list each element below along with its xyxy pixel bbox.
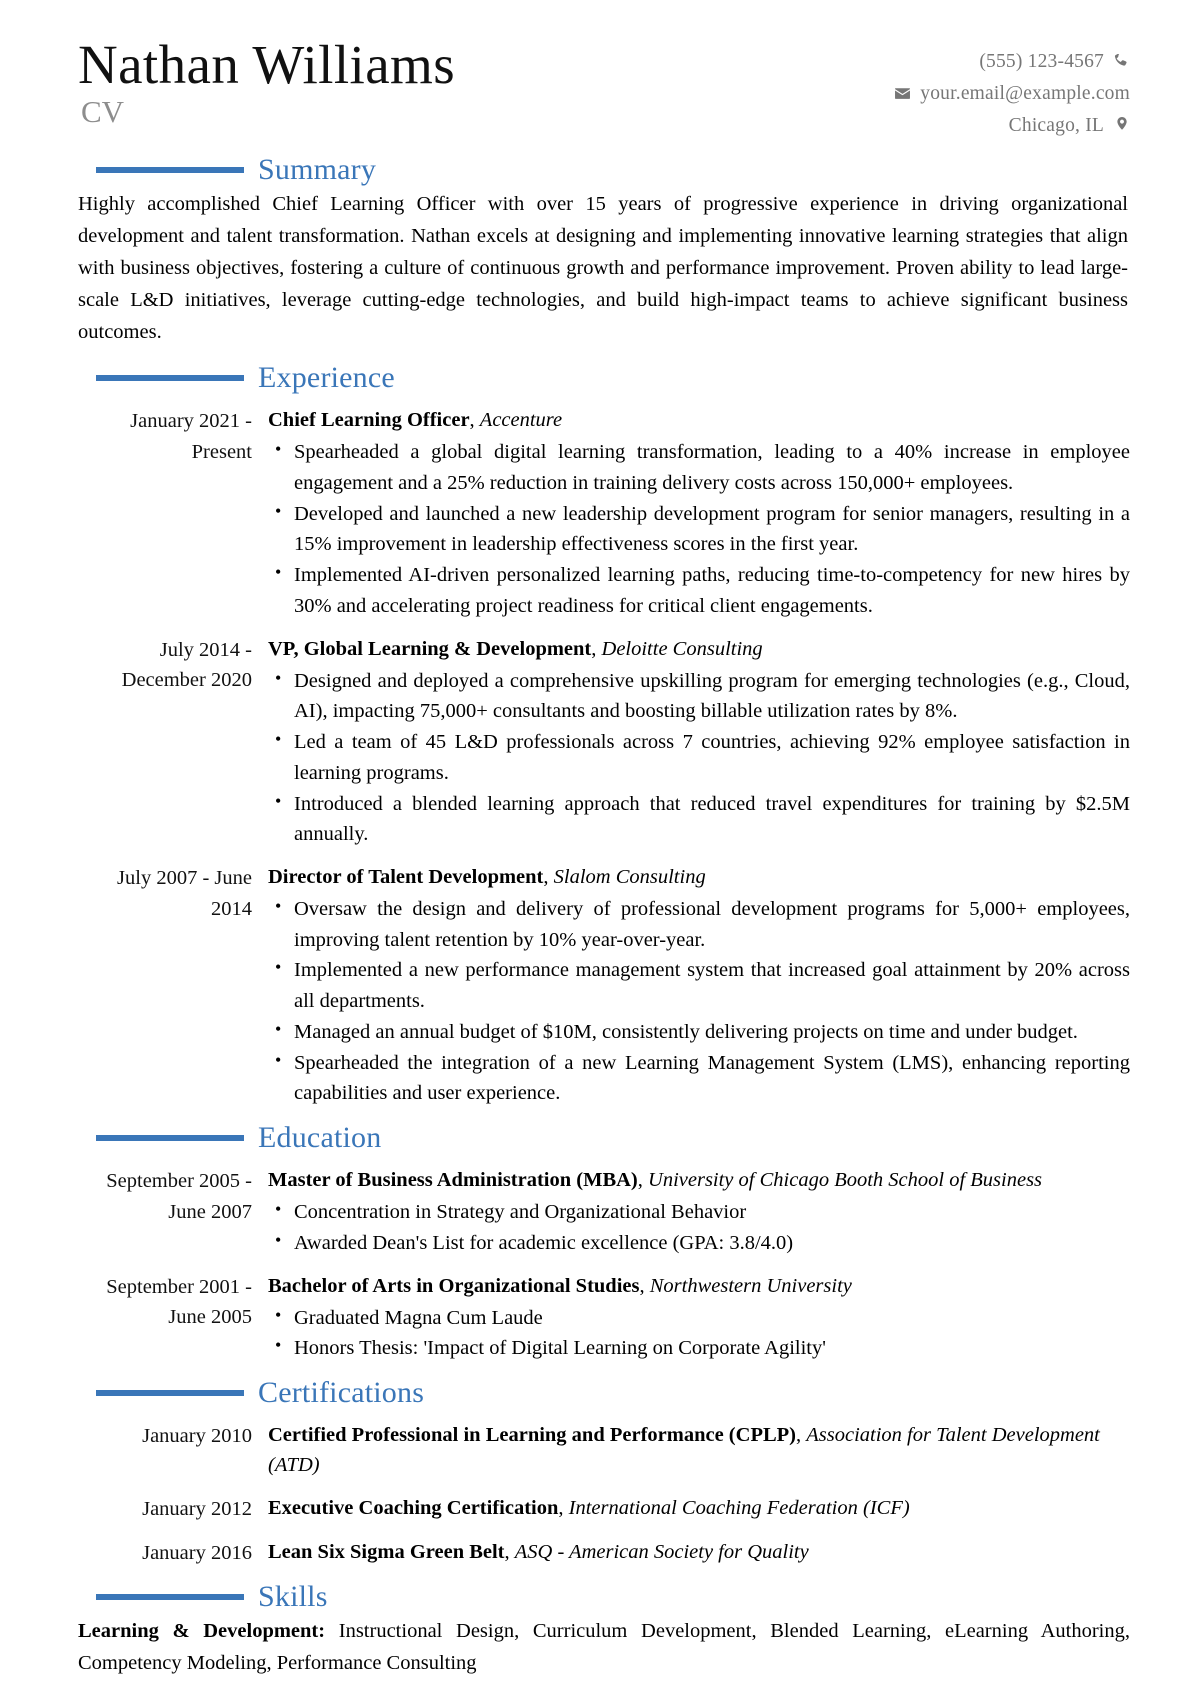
entry-heading: [268, 863, 1130, 893]
entry-bullet-list: [268, 666, 1130, 851]
entry-date: September 2001 - June 2005: [106, 1275, 252, 1329]
section-rule-icon: [96, 1390, 244, 1396]
list-item: • Implemented a new performance management system that increased goal attainment by 20% across all departments.: [268, 955, 1130, 1017]
entry-organization: Accenture: [479, 409, 563, 432]
entry-heading: [268, 406, 1130, 436]
entry-body: [268, 1166, 1130, 1258]
entry-body: [268, 1421, 1130, 1481]
experience-entry: [78, 406, 1130, 621]
entry-separator: ,: [796, 1424, 807, 1447]
entry-body: [268, 1538, 1130, 1568]
entry-date: January 2016: [142, 1541, 252, 1564]
entry-position: Bachelor of Arts in Organizational Studies: [268, 1274, 640, 1297]
entry-date: January 2010: [142, 1425, 252, 1448]
candidate-name: Nathan Williams: [78, 34, 456, 95]
entry-organization: Slalom Consulting: [553, 866, 706, 889]
certification-entry: [78, 1538, 1130, 1569]
entry-separator: ,: [469, 409, 480, 432]
entry-organization: Association for Talent Development (ATD): [268, 1424, 1100, 1476]
entry-date: January 2021 - Present: [130, 410, 252, 463]
list-item: • Managed an annual budget of $10M, consistently delivering projects on time and under budget.: [268, 1017, 1130, 1048]
entry-position: Lean Six Sigma Green Belt: [268, 1540, 505, 1563]
section-header-certifications: [78, 1378, 1130, 1408]
entry-body: [268, 635, 1130, 850]
section-title-skills: Skills: [258, 1580, 328, 1614]
entry-body: [268, 1272, 1130, 1364]
list-item: • Concentration in Strategy and Organizational Behavior: [268, 1197, 1130, 1228]
section-rule-icon: [96, 375, 244, 381]
entry-heading: [268, 1421, 1130, 1481]
summary-paragraph: Highly accomplished Chief Learning Officer with over 15 years of progressive experience in driving organizational development and talent transformation. Nathan excels at designing and implementing innovative learning strategies that align with business objectives, fostering a culture of continuous growth and performance improvement. Proven ability to lead large-scale L&D initiatives, leverage cutting-edge technologies, and build high-impact teams to achieve significant business outcomes.: [78, 193, 1128, 344]
entry-position: Chief Learning Officer: [268, 409, 470, 432]
section-header-skills: [78, 1582, 1130, 1612]
list-item: • Oversaw the design and delivery of professional development programs for 5,000+ employees, improving talent retention by 10% year-over-year.: [268, 894, 1130, 956]
contact-phone[interactable]: [894, 46, 1130, 78]
education-entry: [78, 1272, 1130, 1364]
phone-icon: [1113, 53, 1130, 70]
section-title-certifications: Certifications: [258, 1376, 425, 1410]
entry-organization: Northwestern University: [649, 1274, 852, 1297]
experience-entry-list: [78, 406, 1130, 1109]
entry-heading: [268, 635, 1130, 665]
experience-entry: [78, 863, 1130, 1109]
entry-heading: [268, 1272, 1130, 1302]
entry-date: July 2007 - June 2014: [117, 867, 252, 920]
section-header-education: [78, 1123, 1130, 1153]
entry-date: January 2012: [142, 1497, 252, 1520]
experience-entry: [78, 635, 1130, 850]
contact-email[interactable]: [894, 78, 1130, 110]
entry-date: July 2014 - December 2020: [121, 638, 252, 692]
list-item: • Honors Thesis: 'Impact of Digital Learning on Corporate Agility': [268, 1333, 1130, 1364]
cv-header: [78, 34, 1130, 141]
entry-date: September 2005 - June 2007: [106, 1170, 252, 1223]
entry-organization: ASQ - American Society for Quality: [514, 1540, 809, 1563]
list-item: • Implemented AI-driven personalized learning paths, reducing time-to-competency for new hires by 30% and accelerating project readiness for critical client engagements.: [268, 560, 1130, 622]
list-item: • Spearheaded a global digital learning transformation, leading to a 40% increase in employee engagement and a 25% reduction in training delivery costs across 150,000+ employees.: [268, 437, 1130, 499]
entry-separator: ,: [637, 1169, 649, 1192]
section-title-education: Education: [258, 1121, 382, 1155]
entry-bullet-list: [268, 1303, 1130, 1365]
entry-separator: ,: [639, 1274, 650, 1297]
map-pin-icon: [1113, 117, 1130, 134]
entry-bullet-list: [268, 437, 1130, 622]
entry-body: [268, 1494, 1130, 1524]
list-item: • Led a team of 45 L&D professionals across 7 countries, achieving 92% employee satisfaction in learning programs.: [268, 727, 1130, 789]
section-header-experience: [78, 363, 1130, 393]
contact-block: [894, 34, 1130, 141]
contact-phone-text: (555) 123-4567: [979, 51, 1104, 72]
skill-group: [78, 1616, 1130, 1680]
entry-position: Executive Coaching Certification: [268, 1496, 559, 1519]
skill-items: Instructional Design, Curriculum Development, Blended Learning, eLearning Authoring, Competency Modeling, Performance Consulting: [78, 1620, 1131, 1675]
identity-block: [78, 34, 455, 129]
list-item: • Spearheaded the integration of a new Learning Management System (LMS), enhancing reporting capabilities and user experience.: [268, 1048, 1130, 1110]
entry-organization: University of Chicago Booth School of Business: [648, 1169, 1043, 1192]
entry-heading: [268, 1494, 1130, 1524]
section-rule-icon: [96, 167, 244, 173]
education-entry: [78, 1166, 1130, 1258]
entry-organization: Deloitte Consulting: [601, 637, 763, 660]
contact-email-text: your.email@example.com: [920, 82, 1130, 104]
list-item: • Designed and deployed a comprehensive upskilling program for emerging technologies (e.g., Cloud, AI), impacting 75,000+ consultants and boosting billable utilization rates by 8%.: [268, 666, 1130, 728]
section-rule-icon: [96, 1594, 244, 1600]
entry-position: Certified Professional in Learning and Performance (CPLP): [268, 1424, 796, 1447]
entry-bullet-list: [268, 894, 1130, 1109]
section-header-summary: [78, 155, 1130, 185]
entry-separator: ,: [543, 866, 554, 889]
entry-body: [268, 406, 1130, 621]
list-item: • Awarded Dean's List for academic excellence (GPA: 3.8/4.0): [268, 1228, 1130, 1259]
entry-separator: ,: [558, 1496, 569, 1519]
entry-position: VP, Global Learning & Development: [268, 637, 592, 660]
certification-entry: [78, 1494, 1130, 1525]
entry-separator: ,: [591, 637, 602, 660]
certification-entry-list: [78, 1421, 1130, 1568]
list-item: • Introduced a blended learning approach that reduced travel expenditures for training by $2.5M annually.: [268, 789, 1130, 851]
contact-location: [894, 110, 1130, 142]
entry-heading: [268, 1166, 1130, 1196]
entry-position: Director of Talent Development: [268, 866, 544, 889]
entry-position: Master of Business Administration (MBA): [268, 1169, 638, 1192]
education-entry-list: [78, 1166, 1130, 1364]
entry-organization: International Coaching Federation (ICF): [568, 1496, 910, 1519]
skill-category-label: Learning & Development:: [78, 1620, 326, 1643]
document-subtitle: CV: [81, 94, 125, 130]
entry-bullet-list: [268, 1197, 1130, 1259]
section-title-summary: Summary: [258, 153, 377, 187]
envelope-icon: [894, 85, 911, 102]
section-rule-icon: [96, 1135, 244, 1141]
list-item: • Graduated Magna Cum Laude: [268, 1303, 1130, 1334]
certification-entry: [78, 1421, 1130, 1481]
entry-separator: ,: [504, 1540, 515, 1563]
contact-location-text: Chicago, IL: [1008, 114, 1104, 136]
entry-heading: [268, 1538, 1130, 1568]
entry-body: [268, 863, 1130, 1109]
list-item: • Developed and launched a new leadership development program for senior managers, resulting in a 15% improvement in leadership effectiveness scores in the first year.: [268, 499, 1130, 561]
section-title-experience: Experience: [258, 361, 395, 395]
